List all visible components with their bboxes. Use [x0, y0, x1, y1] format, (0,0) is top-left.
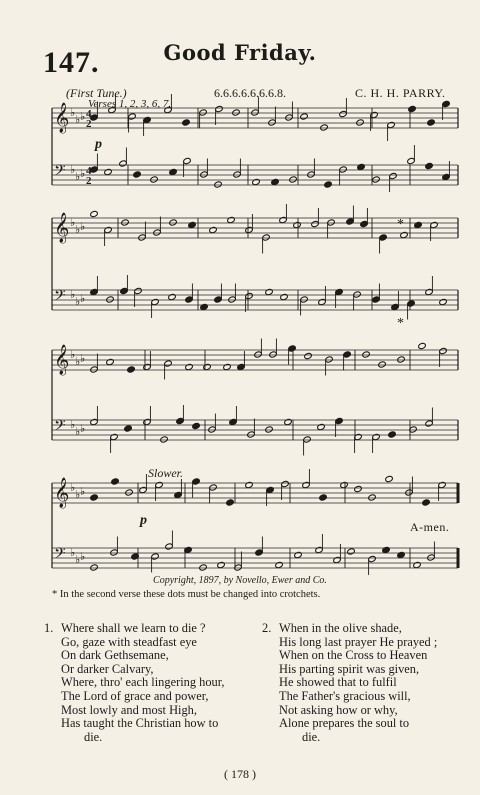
verse-number: 1. [44, 621, 54, 635]
note-head [362, 351, 370, 358]
note-head [368, 494, 376, 501]
note-head [90, 564, 98, 571]
flat-icon: ♭ [80, 220, 86, 233]
note-head [425, 162, 433, 169]
verse-line: His long last prayer He prayed ; [279, 634, 438, 649]
note-head [319, 494, 327, 501]
note-head [408, 105, 416, 112]
verse-line: Has taught the Christian how to [61, 716, 219, 731]
time-signature: 2 [86, 118, 92, 130]
time-signature: 4 [86, 108, 92, 120]
note-head [439, 298, 447, 305]
tempo-marking: Slower. [148, 466, 184, 480]
flat-icon: ♭ [75, 170, 81, 183]
note-head [265, 288, 273, 295]
treble-clef-icon: 𝄞 [54, 478, 70, 508]
note-head [397, 356, 405, 363]
note-head [271, 178, 279, 185]
note-head [245, 481, 253, 488]
verse-line: Where, thro' each lingering hour, [61, 675, 225, 690]
note-head [169, 168, 177, 175]
note-head [357, 163, 365, 170]
note-head [382, 546, 390, 553]
flat-icon: ♭ [75, 355, 81, 368]
tune-label: (First Tune.) [66, 86, 127, 100]
bass-clef-icon: 𝄢 [54, 287, 66, 308]
flat-icon: ♭ [80, 110, 86, 123]
verse [44, 622, 224, 744]
note-head [293, 221, 301, 228]
verse-line: Most lowly and most High, [61, 702, 197, 717]
note-head [169, 219, 177, 226]
flat-icon: ♭ [80, 352, 86, 365]
note-head [320, 124, 328, 131]
note-head [160, 436, 168, 443]
verse-line: On dark Gethsemane, [61, 648, 169, 663]
composer: C. H. H. PARRY. [355, 86, 446, 100]
verse-line [44, 622, 224, 636]
note-head [340, 481, 348, 488]
note-head [397, 551, 405, 558]
treble-clef-icon: 𝄞 [54, 213, 70, 243]
note-head [378, 361, 386, 368]
note-head [265, 426, 273, 433]
note-head [232, 109, 240, 116]
flat-icon: ♭ [70, 106, 76, 119]
note-head [388, 431, 396, 438]
note-head [185, 363, 193, 370]
flat-icon: ♭ [80, 292, 86, 305]
verse-line: Not asking how or why, [279, 702, 398, 717]
verse-line: His parting spirit was given, [279, 661, 420, 676]
flat-icon: ♭ [75, 295, 81, 308]
note-head [125, 489, 133, 496]
note-head [252, 178, 260, 185]
note-head [150, 176, 158, 183]
meter: 6.6.6.6.6.6.6.8. [214, 86, 286, 100]
note-head [182, 119, 190, 126]
note-head [192, 422, 200, 429]
hymn-title: Good Friday. [163, 40, 317, 65]
flat-icon: ♭ [70, 546, 76, 559]
flat-icon: ♭ [70, 418, 76, 431]
time-signature: 4 [86, 165, 92, 177]
note-head [209, 226, 217, 233]
bass-clef-icon: 𝄢 [54, 545, 66, 566]
flat-icon: ♭ [75, 223, 81, 236]
flat-icon: ♭ [70, 348, 76, 361]
verse-line: die. [302, 729, 321, 744]
note-head [284, 418, 292, 425]
verse-line: die. [84, 729, 103, 744]
dynamic-marking: p [95, 137, 102, 152]
flat-icon: ♭ [80, 485, 86, 498]
verse-line: Or darker Calvary, [61, 661, 154, 676]
note-head [104, 168, 112, 175]
note-head [356, 119, 364, 126]
flat-icon: ♭ [75, 113, 81, 126]
note-head [203, 363, 211, 370]
note-head [354, 485, 362, 492]
note-head [422, 499, 430, 506]
note-head [214, 181, 222, 188]
verses-note: Verses 1, 2, 3, 6, 7. [88, 98, 172, 110]
note-head [127, 366, 135, 373]
flat-icon: ♭ [75, 553, 81, 566]
note-head [188, 221, 196, 228]
verse-line: When on the Cross to Heaven [279, 648, 428, 663]
note-head [133, 171, 141, 178]
flat-icon: ♭ [70, 163, 76, 176]
note-head [275, 561, 283, 568]
treble-clef-icon: 𝄞 [54, 103, 70, 133]
verse-number: 2. [262, 621, 272, 635]
note-head [427, 119, 435, 126]
note-head [413, 561, 421, 568]
verse-line: The Lord of grace and power, [61, 688, 209, 703]
flat-icon: ♭ [70, 216, 76, 229]
flat-icon: ♭ [75, 488, 81, 501]
footnote-star: * [397, 316, 404, 331]
note-head [106, 358, 114, 365]
hymn-number: 147. [43, 46, 100, 79]
verse-line [262, 622, 437, 636]
verse-text: Where shall we learn to die ? [61, 621, 206, 635]
note-head [280, 293, 288, 300]
note-head [111, 478, 119, 485]
verse-line: The Father's gracious will, [279, 688, 411, 703]
note-head [418, 342, 426, 349]
time-signature: 2 [86, 175, 92, 187]
note-head [304, 352, 312, 359]
note-head [106, 296, 114, 303]
note-head [300, 113, 308, 120]
dynamic-marking: p [140, 513, 147, 528]
verse-line: Alone prepares the soul to [279, 716, 410, 731]
verse-line: Go, gaze with steadfast eye [61, 634, 197, 649]
amen-lyric: A-men. [410, 520, 450, 534]
page-number: ( 178 ) [224, 767, 256, 781]
note-head [124, 425, 132, 432]
note-head [324, 181, 332, 188]
note-head [294, 551, 302, 558]
note-head [227, 216, 235, 223]
note-head [121, 219, 129, 226]
verse-text: When in the olive shade, [279, 621, 402, 635]
flat-icon: ♭ [80, 167, 86, 180]
note-head [289, 176, 297, 183]
note-head [217, 561, 225, 568]
flat-icon: ♭ [70, 481, 76, 494]
treble-clef-icon: 𝄞 [54, 345, 70, 375]
note-head [223, 363, 231, 370]
note-head [200, 303, 208, 310]
note-head [168, 293, 176, 300]
footnote: * In the second verse these dots must be changed into crotchets. [52, 589, 321, 600]
flat-icon: ♭ [80, 550, 86, 563]
note-head [199, 564, 207, 571]
verse [262, 622, 437, 744]
verse-line: He showed that to fulfil [279, 675, 397, 690]
note-head [347, 548, 355, 555]
note-head [317, 423, 325, 430]
note-head [226, 499, 234, 506]
note-head [90, 494, 98, 501]
bass-clef-icon: 𝄢 [54, 162, 66, 183]
note-head [385, 475, 393, 482]
copyright: Copyright, 1897, by Novello, Ewer and Co. [153, 575, 327, 586]
flat-icon: ♭ [70, 288, 76, 301]
note-head [90, 210, 98, 217]
note-head [414, 221, 422, 228]
bass-clef-icon: 𝄢 [54, 417, 66, 438]
flat-icon: ♭ [80, 422, 86, 435]
footnote-star: * [397, 217, 404, 232]
note-head [372, 176, 380, 183]
flat-icon: ♭ [75, 425, 81, 438]
